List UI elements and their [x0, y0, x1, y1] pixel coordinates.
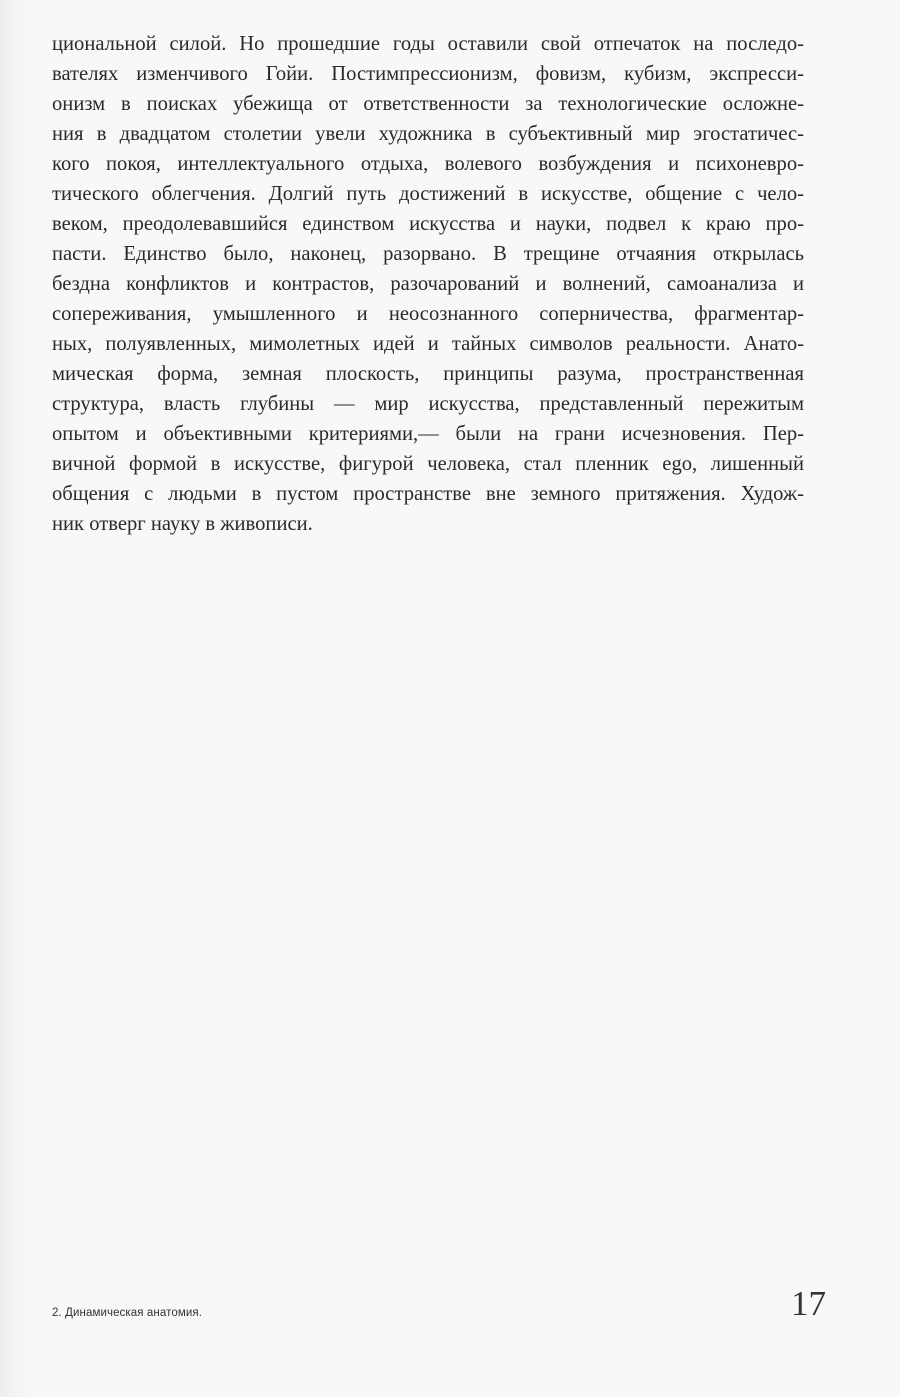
text-line: онизм в поисках убежища от ответственности за технологические осложне- [52, 93, 804, 115]
text-line: веком, преодолевавшийся единством искусства и науки, подвел к краю про- [52, 213, 804, 235]
page-number: 17 [791, 1284, 826, 1323]
text-line: вателях изменчивого Гойи. Постимпрессионизм, фовизм, кубизм, экспресси- [52, 63, 804, 85]
text-line: ных, полуявленных, мимолетных идей и тайных символов реальности. Анато- [52, 333, 804, 355]
text-line: циональной силой. Но прошедшие годы оставили свой отпечаток на последо- [52, 33, 804, 55]
text-line: структура, власть глубины — мир искусства, представленный пережитым [52, 393, 804, 415]
text-line: пасти. Единство было, наконец, разорвано. В трещине отчаяния открылась [52, 243, 804, 265]
text-line: мическая форма, земная плоскость, принципы разума, пространственная [52, 363, 804, 385]
text-line: бездна конфликтов и контрастов, разочарований и волнений, самоанализа и [52, 273, 804, 295]
text-line: вичной формой в искусстве, фигурой человека, стал пленник ego, лишенный [52, 453, 804, 475]
text-line: тического облегчения. Долгий путь достижений в искусстве, общение с чело- [52, 183, 804, 205]
text-line: ник отверг науку в живописи. [52, 513, 313, 535]
body-paragraph [52, 29, 804, 539]
footer-section-title: 2. Динамическая анатомия. [52, 1307, 202, 1319]
text-line: общения с людьми в пустом пространстве вне земного притяжения. Худож- [52, 483, 804, 505]
text-line: сопереживания, умышленного и неосознанного соперничества, фрагментар- [52, 303, 804, 325]
text-line: кого покоя, интеллектуального отдыха, волевого возбуждения и психоневро- [52, 153, 804, 175]
text-line: ния в двадцатом столетии увели художника в субъективный мир эгостатичес- [52, 123, 804, 145]
text-line: опытом и объективными критериями,— были на грани исчезновения. Пер- [52, 423, 804, 445]
